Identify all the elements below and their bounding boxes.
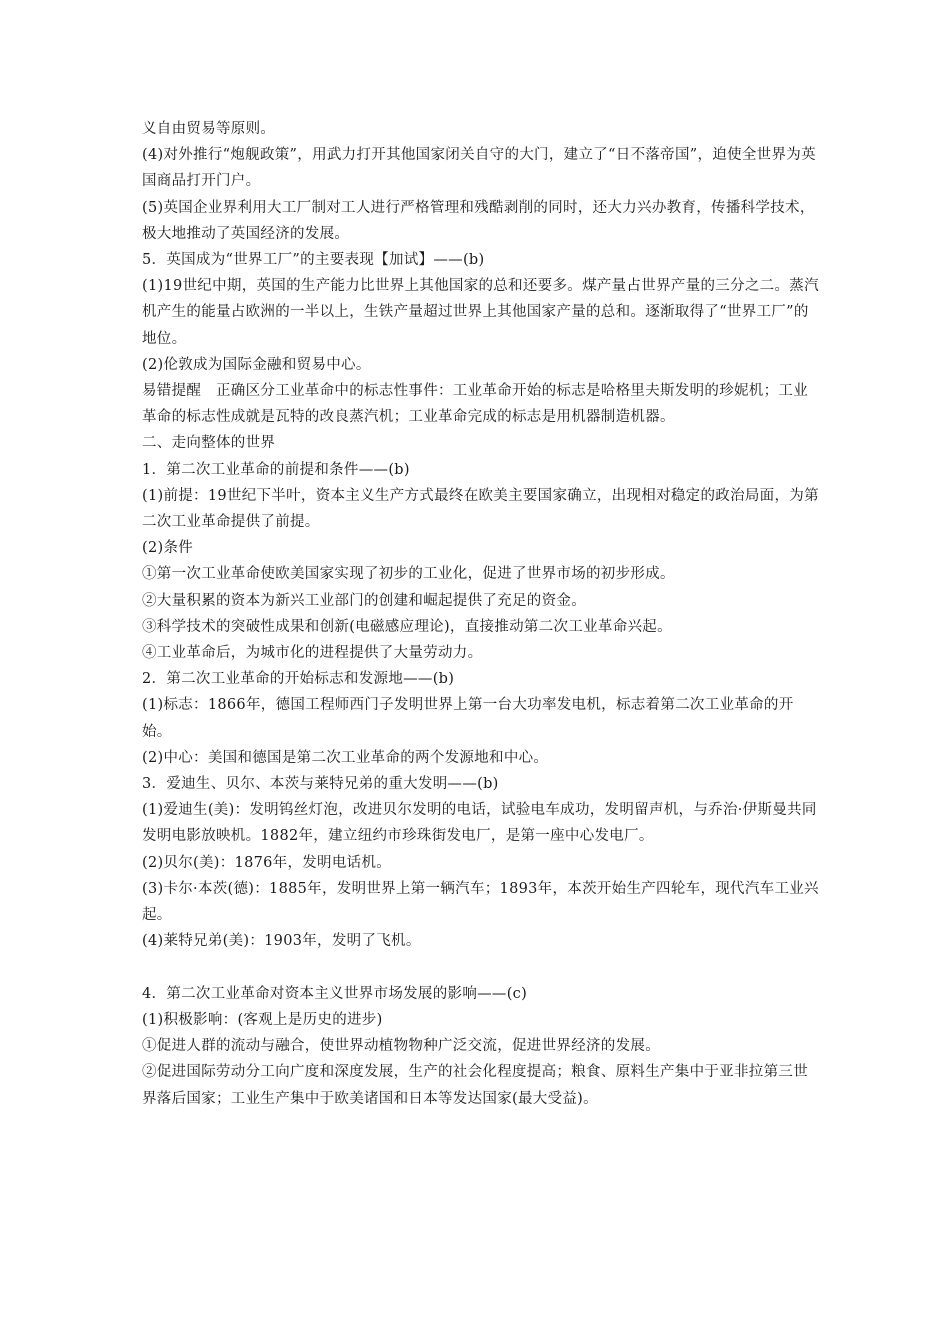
chapter-heading: 二、走向整体的世界 xyxy=(142,435,276,452)
paragraph: (1)19世纪中期，英国的生产能力比世界上其他国家的总和还要多。煤产量占世界产量的三分之二。蒸汽机产生的能量占欧洲的一半以上，生铁产量超过世界上其他国家产量的总和。逐渐取得了“世界工厂”的地位。 xyxy=(142,278,819,347)
list-item: ②促进国际劳动分工向广度和深度发展，生产的社会化程度提高；粮食、原料生产集中于亚非拉第三世界落后国家；工业生产集中于欧美诸国和日本等发达国家(最大受益)。 xyxy=(142,1064,808,1107)
paragraph: (4)莱特兄弟(美)：1903年，发明了飞机。 xyxy=(142,933,421,950)
list-item: ③科学技术的突破性成果和创新(电磁感应理论)，直接推动第二次工业革命兴起。 xyxy=(142,618,672,635)
paragraph: (1)前提：19世纪下半叶，资本主义生产方式最终在欧美主要国家确立，出现相对稳定的政治局面，为第二次工业革命提供了前提。 xyxy=(142,487,819,531)
section-heading: 4．第二次工业革命对资本主义世界市场发展的影响——(c) xyxy=(142,985,528,1002)
paragraph: (4)对外推行“炮舰政策”，用武力打开其他国家闭关自守的大门，建立了“日不落帝国”，迫使全世界为英国商品打开门户。 xyxy=(142,147,816,190)
paragraph: (1)标志：1866年，德国工程师西门子发明世界上第一台大功率发电机，标志着第二次工业革命的开始。 xyxy=(142,697,794,740)
paragraph: (5)英国企业界利用大工厂制对工人进行严格管理和残酷剥削的同时，还大力兴办教育，传播科学技术，极大地推动了英国经济的发展。 xyxy=(142,199,815,242)
blank-line xyxy=(142,955,822,981)
section-heading: 2．第二次工业革命的开始标志和发源地——(b) xyxy=(142,671,455,688)
list-item: ②大量积累的资本为新兴工业部门的创建和崛起提供了充足的资金。 xyxy=(142,592,586,609)
document-body xyxy=(142,116,822,1112)
paragraph: (2)伦敦成为国际金融和贸易中心。 xyxy=(142,356,371,373)
list-item: ④工业革命后，为城市化的进程提供了大量劳动力。 xyxy=(142,645,483,662)
paragraph: (1)爱迪生(美)：发明钨丝灯泡，改进贝尔发明的电话，试验电车成功，发明留声机，与乔治·伊斯曼共同发明电影放映机。1882年，建立纽约市珍珠街发电厂，是第一座中心发电厂。 xyxy=(142,802,817,845)
paragraph: (2)条件 xyxy=(142,540,194,557)
paragraph: (3)卡尔·本茨(德)：1885年，发明世界上第一辆汽车；1893年，本茨开始生产四轮车，现代汽车工业兴起。 xyxy=(142,880,819,924)
paragraph: (2)贝尔(美)：1876年，发明电话机。 xyxy=(142,854,392,871)
paragraph: (2)中心：美国和德国是第二次工业革命的两个发源地和中心。 xyxy=(142,749,549,766)
list-item: ①促进人群的流动与融合，使世界动植物物种广泛交流，促进世界经济的发展。 xyxy=(142,1038,660,1055)
paragraph: 义自由贸易等原则。 xyxy=(142,121,276,137)
section-heading: 5．英国成为“世界工厂”的主要表现【加试】——(b) xyxy=(142,252,485,269)
section-heading: 3．爱迪生、贝尔、本茨与莱特兄弟的重大发明——(b) xyxy=(142,776,499,793)
section-heading: 1．第二次工业革命的前提和条件——(b) xyxy=(142,461,410,478)
tip-paragraph: 易错提醒 正确区分工业革命中的标志性事件：工业革命开始的标志是哈格里夫斯发明的珍妮机；工业革命的标志性成就是瓦特的改良蒸汽机；工业革命完成的标志是用机器制造机器。 xyxy=(142,383,808,426)
paragraph: (1)积极影响：(客观上是历史的进步) xyxy=(142,1011,383,1028)
list-item: ①第一次工业革命使欧美国家实现了初步的工业化，促进了世界市场的初步形成。 xyxy=(142,566,675,583)
